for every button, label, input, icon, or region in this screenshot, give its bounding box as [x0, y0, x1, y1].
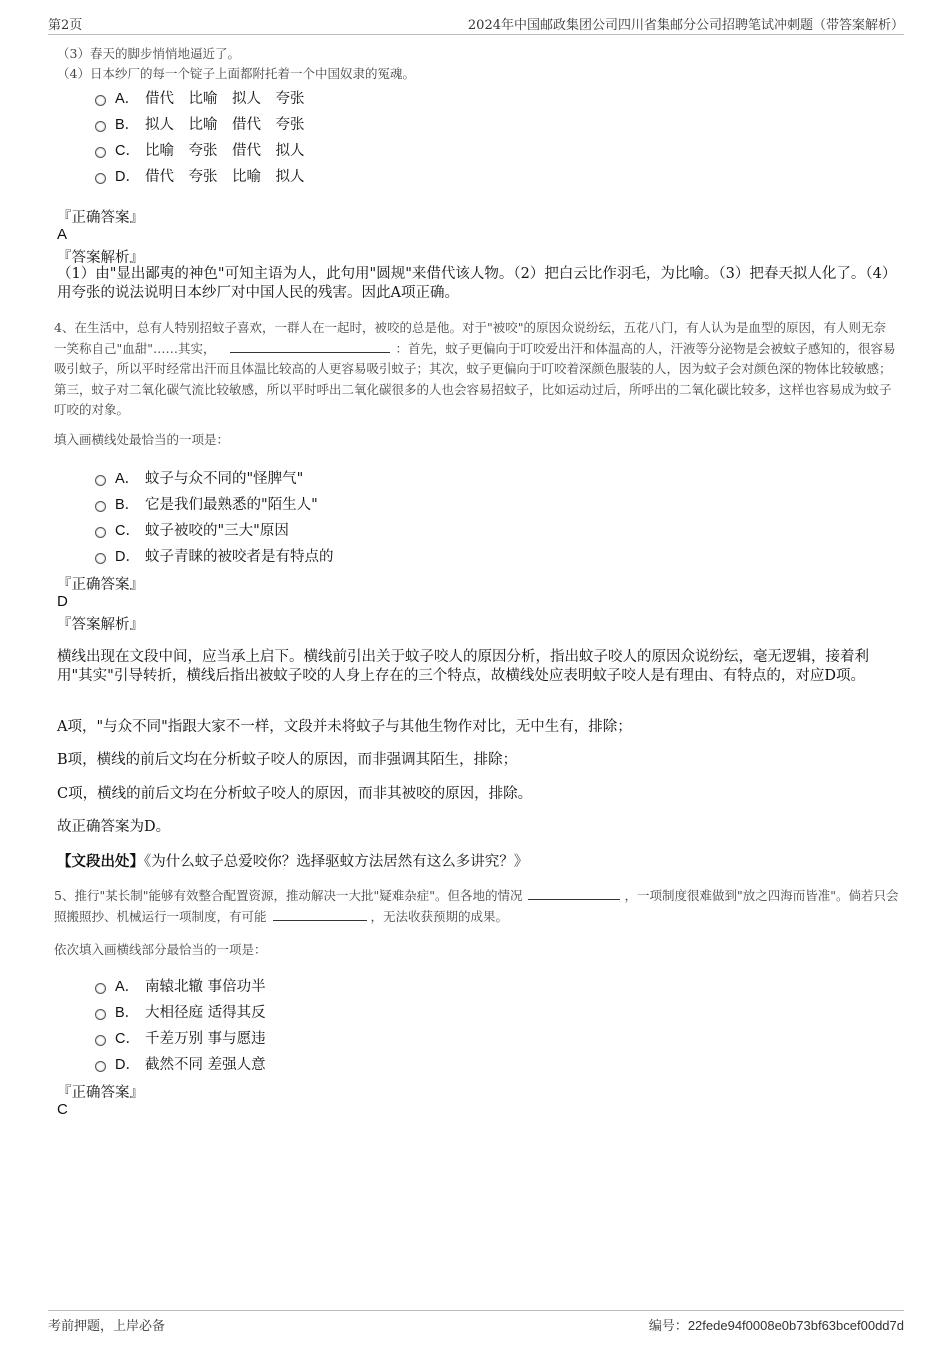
radio-icon[interactable]	[95, 1061, 106, 1072]
q3-analysis-label: 『答案解析』	[57, 250, 144, 266]
footer-slogan: 考前押题，上岸必备	[48, 1319, 166, 1334]
radio-icon[interactable]	[95, 1009, 106, 1020]
q4-prompt: 填入画横线处最恰当的一项是：	[54, 432, 230, 447]
radio-icon[interactable]	[95, 147, 106, 158]
q3-answer-label: 『正确答案』	[57, 210, 144, 226]
q3-option-c[interactable]: C． 比喻 夸张 借代 拟人	[95, 138, 305, 160]
q3-option-d[interactable]: D． 借代 夸张 比喻 拟人	[95, 164, 305, 186]
q5-blank-1	[528, 887, 620, 900]
q3-item-3: （3）春天的脚步悄悄地逼近了。	[57, 46, 240, 61]
q5-answer: C	[57, 1101, 68, 1118]
q5-prompt: 依次填入画横线部分最恰当的一项是：	[54, 942, 267, 957]
q3-option-a[interactable]: A． 借代 比喻 拟人 夸张	[95, 86, 305, 108]
radio-icon[interactable]	[95, 475, 106, 486]
q4-answer-label: 『正确答案』	[57, 577, 144, 593]
q4-conclusion: 故正确答案为D。	[57, 819, 171, 835]
page-header	[48, 14, 904, 35]
q5-answer-label: 『正确答案』	[57, 1085, 144, 1101]
radio-icon[interactable]	[95, 553, 106, 564]
q4-analysis-b: B项，横线的前后文均在分析蚊子咬人的原因，而非强调其陌生，排除；	[57, 752, 518, 768]
q4-analysis-main: 横线出现在文段中间，应当承上启下。横线前引出关于蚊子咬人的原因分析，指出蚊子咬人的原因众说纷纭，毫无逻辑，接着利用"其实"引导转折，横线后指出被蚊子咬的人身上存在的三个特点，故横线处应表明蚊子咬人是有理由、有特点的，对应D项。	[57, 649, 869, 684]
radio-icon[interactable]	[95, 173, 106, 184]
q4-option-b[interactable]: B． 它是我们最熟悉的"陌生人"	[95, 492, 318, 514]
q4-option-c[interactable]: C． 蚊子被咬的"三大"原因	[95, 518, 289, 540]
page-number: 第2页	[48, 18, 83, 33]
q3-item-4: （4）日本纱厂的每一个锭子上面都附托着一个中国奴隶的冤魂。	[57, 66, 415, 81]
document-title: 2024年中国邮政集团公司四川省集邮分公司招聘笔试冲刺题（带答案解析）	[467, 18, 904, 33]
document-id: 编号：22fede94f0008e0b73bf63bcef00dd7d	[648, 1318, 904, 1333]
q3-option-b[interactable]: B． 拟人 比喻 借代 夸张	[95, 112, 305, 134]
q5-option-c[interactable]: C． 千差万别 事与愿违	[95, 1026, 266, 1048]
q5-blank-2	[273, 908, 367, 921]
q4-option-a[interactable]: A． 蚊子与众不同的"怪脾气"	[95, 466, 303, 488]
radio-icon[interactable]	[95, 527, 106, 538]
q3-analysis: （1）由"显出鄙夷的神色"可知主语为人，此句用"圆规"来借代该人物。（2）把白云比作羽毛，为比喻。（3）把春天拟人化了。（4）用夸张的说法说明日本纱厂对中国人民的残害。因此A项正确。	[57, 266, 890, 301]
q4-stem: 4、在生活中，总有人特别招蚊子喜欢，一群人在一起时，被咬的总是他。对于"被咬"的原因众说纷纭，五花八门，有人认为是血型的原因，有人则无奈一笑称自己"血甜"……其实， ：首先，蚊子更偏向于叮咬爱出汗和体温高的人，汗液等分泌物是会被蚊子感知的，很容易吸引蚊子，所以平时经常出汗而且体温比较高的人更容易吸引蚊子；其次，蚊子更偏向于叮咬着深颜色服装的人，因为蚊子会对颜色深的物体比较敏感；第三，蚊子对二氧化碳气流比较敏感，所以平时呼出二氧化碳很多的人也会容易招蚊子，比如运动过后，所呼出的二氧化碳比较多，这样也容易成为蚊子叮咬的对象。	[54, 320, 896, 417]
q5-option-b[interactable]: B． 大相径庭 适得其反	[95, 1000, 266, 1022]
q4-analysis-label: 『答案解析』	[57, 617, 144, 633]
q5-stem: 5、推行"某长制"能够有效整合配置资源，推动解决一大批"疑难杂症"。但各地的情况 ，一项制度很难做到"放之四海而皆准"。倘若只会照搬照抄、机械运行一项制度，有可能 ，无法收获预期的成果。	[54, 888, 899, 924]
q4-source: 【文段出处】《为什么蚊子总爱咬你？选择驱蚊方法居然有这么多讲究？》	[57, 853, 529, 870]
q5-option-d[interactable]: D． 截然不同 差强人意	[95, 1052, 266, 1074]
q5-option-a[interactable]: A． 南辕北辙 事倍功半	[95, 974, 266, 996]
radio-icon[interactable]	[95, 501, 106, 512]
radio-icon[interactable]	[95, 95, 106, 106]
page-footer	[48, 1310, 904, 1339]
q4-blank	[230, 340, 390, 353]
radio-icon[interactable]	[95, 121, 106, 132]
radio-icon[interactable]	[95, 1035, 106, 1046]
radio-icon[interactable]	[95, 983, 106, 994]
q4-option-d[interactable]: D． 蚊子青睐的被咬者是有特点的	[95, 544, 334, 566]
q4-analysis-a: A项，"与众不同"指跟大家不一样，文段并未将蚊子与其他生物作对比，无中生有，排除；	[57, 719, 632, 735]
q4-analysis-c: C项，横线的前后文均在分析蚊子咬人的原因，而非其被咬的原因，排除。	[57, 786, 533, 802]
q4-answer: D	[57, 593, 68, 610]
q3-answer: A	[57, 226, 68, 243]
